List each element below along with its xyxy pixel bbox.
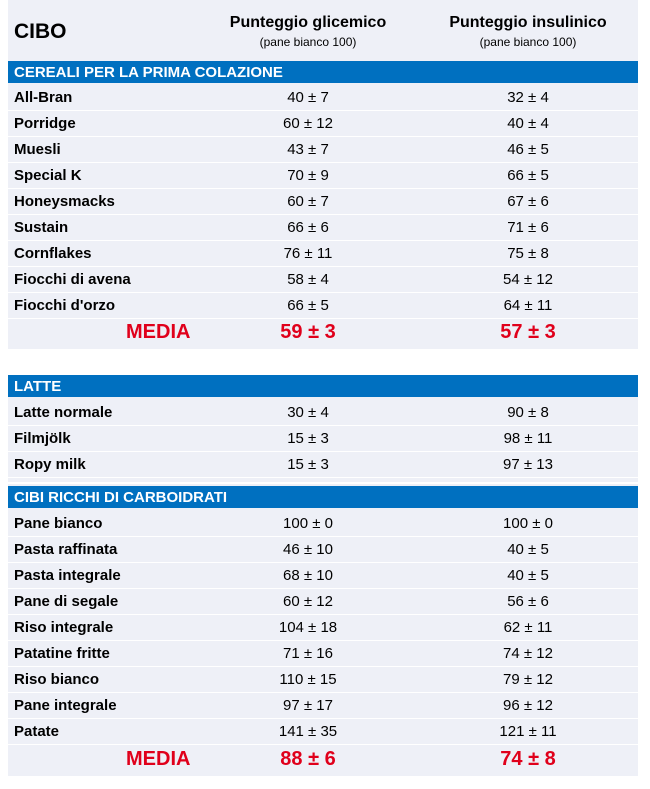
glycemic-value: 46 ± 10 xyxy=(283,541,333,558)
table-row xyxy=(8,666,638,693)
food-name: Pasta integrale xyxy=(14,567,121,584)
insulin-value: 40 ± 5 xyxy=(507,541,549,558)
table-row xyxy=(8,640,638,667)
glycemic-value: 15 ± 3 xyxy=(287,430,329,447)
food-name: Special K xyxy=(14,167,82,184)
insulin-value: 98 ± 11 xyxy=(503,430,553,447)
food-name: Latte normale xyxy=(14,404,113,421)
table-row xyxy=(8,510,638,537)
section-header-milk xyxy=(8,375,638,397)
table-row xyxy=(8,614,638,641)
media-insulin-value: 57 ± 3 xyxy=(500,321,556,343)
glycemic-value: 30 ± 4 xyxy=(287,404,329,421)
glycemic-value: 43 ± 7 xyxy=(287,141,329,158)
media-label: MEDIA xyxy=(126,748,191,770)
insulin-value: 79 ± 12 xyxy=(503,671,553,688)
media-row xyxy=(8,743,638,777)
media-glycemic-value: 88 ± 6 xyxy=(280,748,336,770)
glycemic-value: 60 ± 12 xyxy=(283,115,333,132)
glycemic-value: 141 ± 35 xyxy=(278,723,338,740)
glycemic-title: Punteggio glicemico xyxy=(229,14,387,31)
media-glycemic-value: 59 ± 3 xyxy=(280,321,336,343)
insulin-value: 75 ± 8 xyxy=(507,245,549,262)
insulin-value: 100 ± 0 xyxy=(503,515,553,532)
glycemic-value: 100 ± 0 xyxy=(283,515,333,532)
section-title: CEREALI PER LA PRIMA COLAZIONE xyxy=(14,64,283,81)
food-name: Patatine fritte xyxy=(14,645,110,662)
table-row xyxy=(8,136,638,163)
food-name: Pane di segale xyxy=(14,593,119,610)
insulin-value: 67 ± 6 xyxy=(507,193,549,210)
section-title: CIBI RICCHI DI CARBOIDRATI xyxy=(14,489,228,506)
table-row xyxy=(8,214,638,241)
food-name: Patate xyxy=(14,723,60,740)
table-row xyxy=(8,718,638,745)
insulin-value: 46 ± 5 xyxy=(507,141,549,158)
glycemic-value: 97 ± 17 xyxy=(283,697,333,714)
food-name: Ropy milk xyxy=(14,456,86,473)
table-row xyxy=(8,240,638,267)
insulin-value: 97 ± 13 xyxy=(503,456,553,473)
glycemic-value: 40 ± 7 xyxy=(287,89,329,106)
food-name: Fiocchi d'orzo xyxy=(14,297,116,314)
glycemic-value: 60 ± 7 xyxy=(287,193,329,210)
table-row xyxy=(8,292,638,319)
insulin-value: 64 ± 11 xyxy=(503,297,553,314)
food-name: Filmjölk xyxy=(14,430,71,447)
glycemic-value: 58 ± 4 xyxy=(287,271,329,288)
glycemic-value: 76 ± 11 xyxy=(283,245,333,262)
column-header-food: CIBO xyxy=(14,20,67,43)
table-row xyxy=(8,692,638,719)
glycemic-value: 66 ± 6 xyxy=(287,219,329,236)
glycemic-value: 70 ± 9 xyxy=(287,167,329,184)
food-name: Honeysmacks xyxy=(14,193,115,210)
media-row xyxy=(8,316,638,350)
section-title: LATTE xyxy=(14,378,62,395)
section-header-cereals xyxy=(8,61,638,83)
insulin-title: Punteggio insulinico xyxy=(449,14,607,31)
glycemic-value: 15 ± 3 xyxy=(287,456,329,473)
food-name: Fiocchi di avena xyxy=(14,271,131,288)
glycemic-value: 68 ± 10 xyxy=(283,567,333,584)
table-row xyxy=(8,399,638,426)
table-row xyxy=(8,162,638,189)
insulin-value: 121 ± 11 xyxy=(499,723,557,740)
insulin-value: 74 ± 12 xyxy=(503,645,553,662)
food-name: Sustain xyxy=(14,219,69,236)
table-row xyxy=(8,536,638,563)
glycemic-value: 60 ± 12 xyxy=(283,593,333,610)
insulin-value: 96 ± 12 xyxy=(503,697,553,714)
glycemic-value: 110 ± 15 xyxy=(279,671,337,688)
table-row xyxy=(8,425,638,452)
table-row xyxy=(8,84,638,111)
glycemic-value: 104 ± 18 xyxy=(278,619,338,636)
food-name: Muesli xyxy=(14,141,61,158)
food-name: Riso integrale xyxy=(14,619,114,636)
food-name: Pane integrale xyxy=(14,697,117,714)
table-row xyxy=(8,451,638,478)
glycemic-value: 66 ± 5 xyxy=(287,297,329,314)
food-name: Riso bianco xyxy=(14,671,100,688)
food-name: Pane bianco xyxy=(14,515,103,532)
table-row xyxy=(8,266,638,293)
table-header xyxy=(8,0,638,57)
insulin-value: 56 ± 6 xyxy=(507,593,549,610)
insulin-value: 32 ± 4 xyxy=(507,89,549,106)
table-row xyxy=(8,588,638,615)
food-name: Cornflakes xyxy=(14,245,92,262)
glycemic-subtitle: (pane bianco 100) xyxy=(259,35,357,49)
media-insulin-value: 74 ± 8 xyxy=(500,748,556,770)
table-row xyxy=(8,562,638,589)
insulin-subtitle: (pane bianco 100) xyxy=(479,35,577,49)
glycemic-value: 71 ± 16 xyxy=(283,645,333,662)
insulin-value: 90 ± 8 xyxy=(507,404,549,421)
table-row xyxy=(8,188,638,215)
food-name: All-Bran xyxy=(14,89,73,106)
insulin-value: 54 ± 12 xyxy=(503,271,553,288)
food-name: Pasta raffinata xyxy=(14,541,118,558)
media-label: MEDIA xyxy=(126,321,191,343)
insulin-value: 62 ± 11 xyxy=(503,619,553,636)
insulin-value: 66 ± 5 xyxy=(507,167,549,184)
insulin-value: 40 ± 5 xyxy=(507,567,549,584)
column-header-glycemic xyxy=(208,14,408,49)
food-name: Porridge xyxy=(14,115,76,132)
table-row xyxy=(8,110,638,137)
insulin-value: 40 ± 4 xyxy=(507,115,549,132)
section-header-carbs xyxy=(8,486,638,508)
column-header-insulin xyxy=(428,14,628,49)
insulin-value: 71 ± 6 xyxy=(507,219,549,236)
